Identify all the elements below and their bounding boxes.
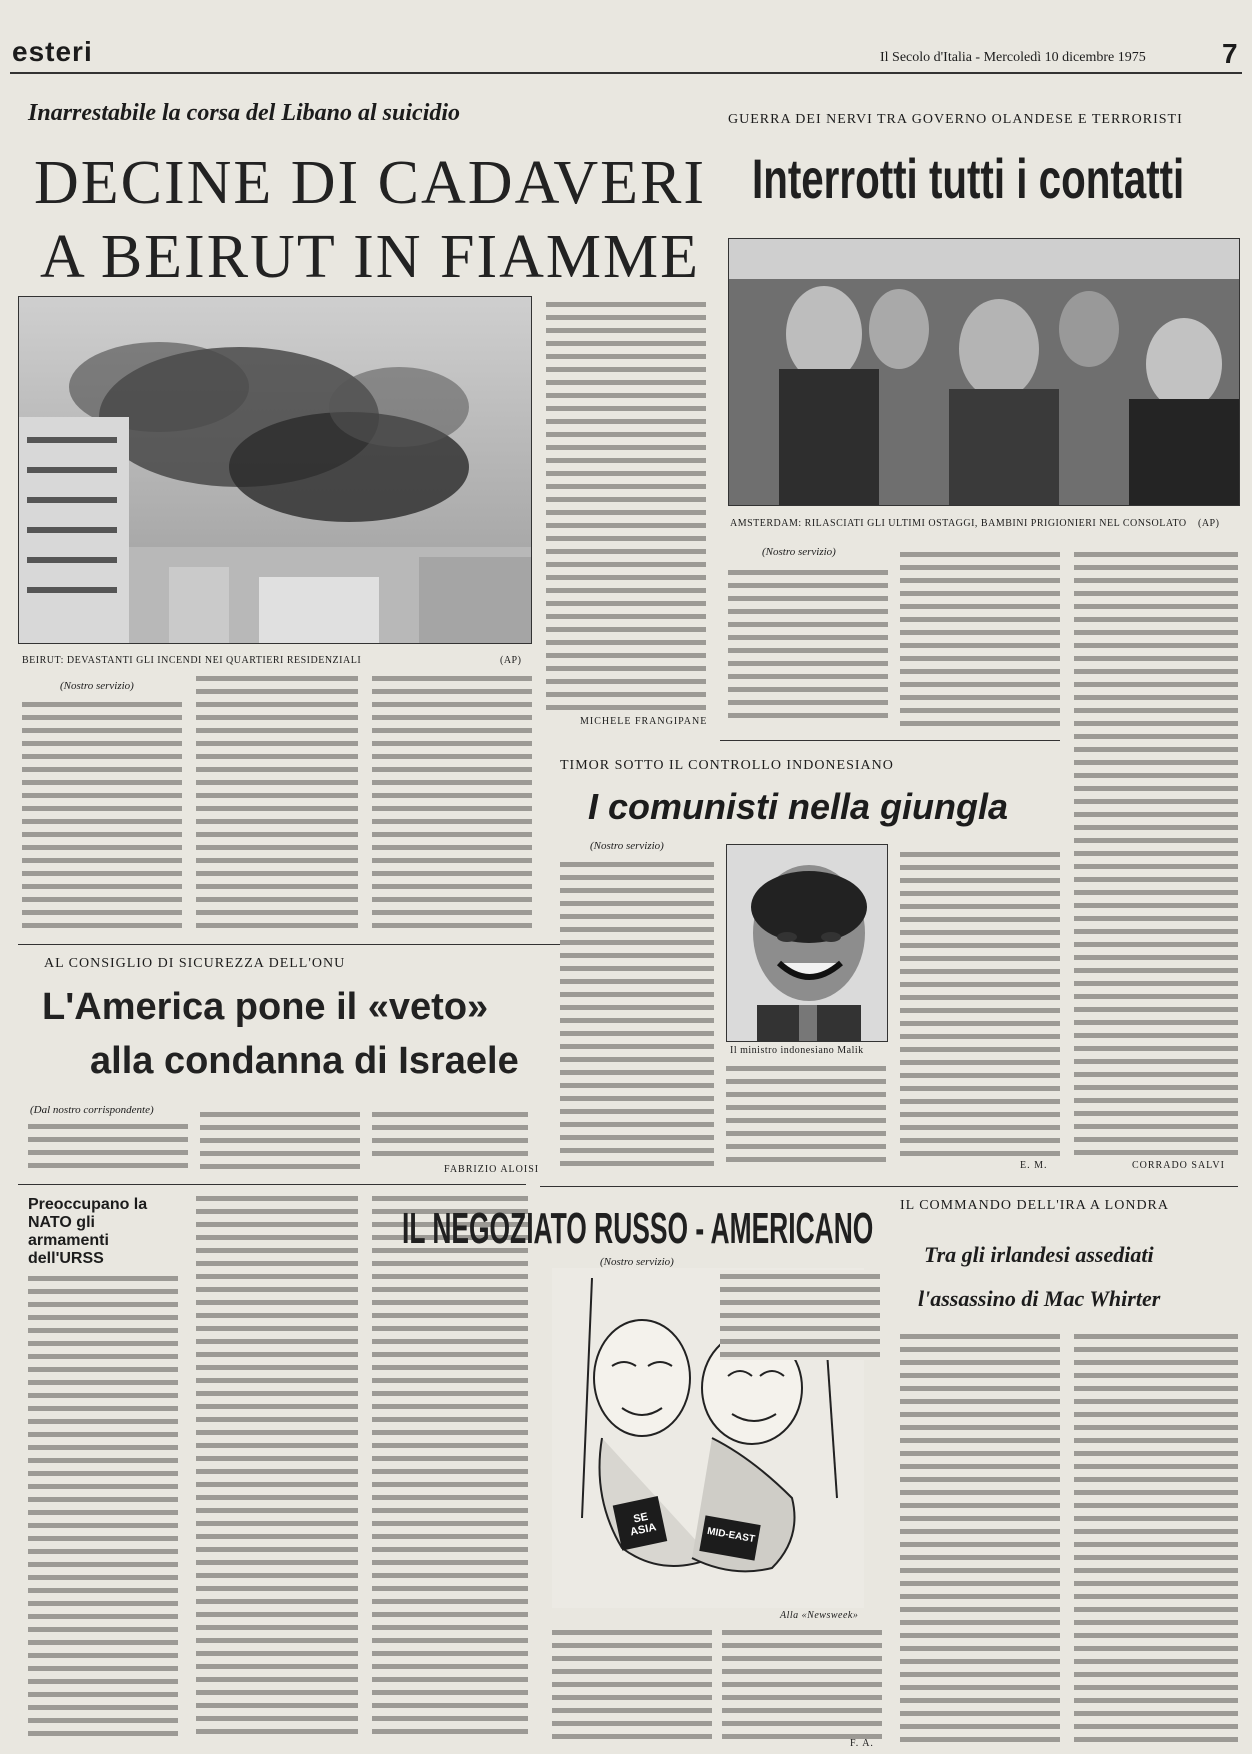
lebanon-kicker: Inarrestabile la corsa del Libano al suicidio [28, 100, 461, 126]
onu-headline-line2: alla condanna di Israele [90, 1040, 519, 1082]
timor-text-col3 [900, 848, 1060, 1158]
nato-top-rule [18, 1184, 526, 1185]
negotiation-headline: IL NEGOZIATO RUSSO - AMERICANO [402, 1204, 874, 1253]
ira-text-col2 [1074, 1330, 1238, 1744]
timor-byline: (Nostro servizio) [590, 840, 664, 852]
masthead-rule [10, 72, 1242, 74]
netherlands-signature: CORRADO SALVI [1132, 1160, 1225, 1171]
ira-kicker: IL COMMANDO DELL'IRA A LONDRA [900, 1198, 1170, 1213]
lebanon-text-col3 [372, 672, 532, 930]
page-number: 7 [1222, 38, 1238, 69]
onu-kicker: AL CONSIGLIO DI SICUREZZA DELL'ONU [44, 956, 346, 971]
negotiation-text-col2 [722, 1626, 882, 1744]
netherlands-text-col2 [900, 548, 1060, 726]
negotiation-text-col1 [552, 1626, 712, 1744]
timor-top-rule [720, 740, 1060, 741]
timor-text-col2 [726, 1062, 886, 1170]
netherlands-text-col3 [1074, 548, 1238, 1158]
malik-portrait-image [727, 845, 887, 1041]
malik-portrait-photo [726, 844, 888, 1042]
netherlands-kicker: GUERRA DEI NERVI TRA GOVERNO OLANDESE E TERRORISTI [728, 112, 1183, 127]
onu-signature: FABRIZIO ALOISI [444, 1164, 540, 1175]
netherlands-text-col1 [728, 566, 888, 726]
onu-headline-line1: L'America pone il «veto» [42, 986, 489, 1028]
nato-text-col3 [372, 1192, 528, 1742]
netherlands-photo-caption: AMSTERDAM: RILASCIATI GLI ULTIMI OSTAGGI, BAMBINI PRIGIONIERI NEL CONSOLATO [730, 518, 1187, 529]
lebanon-headline [20, 146, 720, 294]
onu-text-col3 [372, 1108, 528, 1164]
lebanon-headline-line1: DECINE DI CADAVERI [33, 149, 707, 217]
nato-text-col1 [28, 1272, 178, 1742]
nato-side-headline: Preoccupano la NATO gli armamenti dell'URSS [28, 1196, 148, 1267]
amsterdam-hostages-photo [728, 238, 1240, 506]
timor-signature: E. M. [1020, 1160, 1048, 1171]
paper-date: Il Secolo d'Italia - Mercoledì 10 dicembre 1975 [880, 50, 1146, 65]
beirut-smoke-photo [18, 296, 532, 644]
cartoon-label-mid-east: MID-EAST [706, 1525, 756, 1546]
nato-text-col2 [196, 1192, 358, 1742]
lebanon-headline-line2: A BEIRUT IN FIAMME [39, 223, 701, 291]
ira-headline-line1: Tra gli irlandesi assediati [924, 1242, 1154, 1267]
negotiation-byline: (Nostro servizio) [600, 1256, 674, 1268]
cartoon-label-se-asia: SE ASIA [629, 1510, 658, 1539]
timor-photo-caption: Il ministro indonesiano Malik [730, 1045, 864, 1056]
lebanon-photo-credit: (AP) [500, 655, 522, 666]
section-title: esteri [12, 36, 93, 67]
onu-text-col1 [28, 1120, 188, 1176]
cartoon-credit: Alla «Newsweek» [780, 1610, 859, 1621]
timor-headline: I comunisti nella giungla [588, 786, 1009, 827]
negotiation-text-col-top [720, 1270, 880, 1360]
ira-headline-line2: l'assassino di Mac Whirter [918, 1286, 1161, 1311]
onu-text-col2 [200, 1108, 360, 1176]
lebanon-signature: MICHELE FRANGIPANE [580, 716, 708, 727]
lebanon-text-col4 [546, 298, 706, 716]
lebanon-text-col1 [22, 698, 182, 930]
onu-byline: (Dal nostro corrispondente) [30, 1104, 154, 1116]
negotiation-top-rule [540, 1186, 1238, 1187]
negotiation-signature: F. A. [850, 1738, 874, 1749]
timor-text-col1 [560, 858, 714, 1170]
lebanon-photo-caption: BEIRUT: DEVASTANTI GLI INCENDI NEI QUARTIERI RESIDENZIALI [22, 655, 362, 666]
lebanon-byline: (Nostro servizio) [60, 680, 134, 692]
ira-text-col1 [900, 1330, 1060, 1744]
netherlands-headline: Interrotti tutti i contatti [752, 147, 1185, 210]
lebanon-text-col2 [196, 672, 358, 930]
beirut-photo-image [19, 297, 531, 643]
amsterdam-photo-image [729, 239, 1239, 505]
netherlands-photo-credit: (AP) [1198, 518, 1220, 529]
timor-kicker: TIMOR SOTTO IL CONTROLLO INDONESIANO [560, 758, 894, 773]
netherlands-byline: (Nostro servizio) [762, 546, 836, 558]
